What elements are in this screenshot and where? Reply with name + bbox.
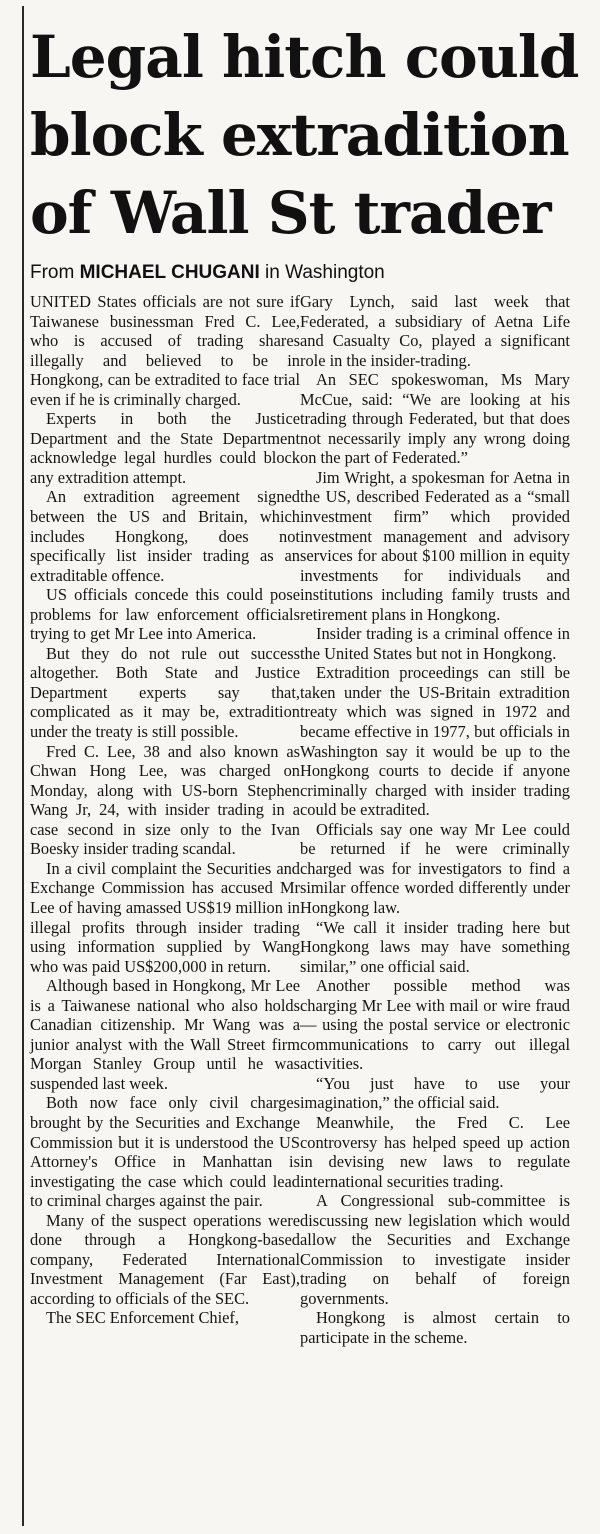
paragraph: Fred C. Lee, 38 and also known as Chwan Hong Lee, was charged on Monday, along with US-born Stephen Wang Jr, 24, with insider trading in a case second in size only to the Ivan Boesky insider trading scandal. <box>30 741 300 859</box>
paragraph: Jim Wright, a spokesman for Aetna in the US, described Federated as a “small investment firm” which provided investment management and advisory services for about $100 million in equity investments for individuals and institutions including family trusts and retirement plans in Hongkong. <box>300 467 570 624</box>
paragraph: Gary Lynch, said last week that Federated, a subsidiary of Aetna Life and Casualty Co, played a significant role in the insider-trading. <box>300 292 570 370</box>
paragraph: Although based in Hongkong, Mr Lee is a Taiwanese national who also holds Canadian citizenship. Mr Wang was a junior analyst with the Wall Street firm Morgan Stanley Group until he was suspended last week. <box>30 976 300 1093</box>
article-column-right <box>300 292 570 1348</box>
paragraph: Insider trading is a criminal offence in the United States but not in Hongkong. <box>300 624 570 663</box>
headline <box>30 18 590 252</box>
paragraph: Officials say one way Mr Lee could be returned if he were criminally charged was for investigators to find a similar offence worded differently under Hongkong law. <box>300 819 570 917</box>
paragraph: Another possible method was charging Mr Lee with mail or wire fraud — using the postal service or electronic communications to carry out illegal activities. <box>300 976 570 1074</box>
paragraph: “We call it insider trading here but Hongkong laws may have something similar,” one official said. <box>300 917 570 976</box>
paragraph: UNITED States officials are not sure if Taiwanese businessman Fred C. Lee, who is accused of trading shares illegally and believed to be in Hongkong, can be extradited to face trial even if he is criminally charged. <box>30 292 300 409</box>
headline-line-2: block extradition <box>30 101 569 169</box>
byline-author: MICHAEL CHUGANI <box>79 262 260 283</box>
paragraph: But they do not rule out success altogether. Both State and Justice Department experts say that, complicated as it may be, extradition under the treaty is still possible. <box>30 643 300 742</box>
paragraph: Hongkong is almost certain to participate in the scheme. <box>300 1308 570 1347</box>
paragraph: Many of the suspect operations were done through a Hongkong-based company, Federated International Investment Management (Far East), according to officials of the SEC. <box>30 1210 300 1308</box>
paragraph: An SEC spokeswoman, Ms Mary McCue, said: “We are looking at his trading through Federated, but that does not necessarily imply any wrong doing on the part of Federated.” <box>300 370 570 468</box>
paragraph: Extradition proceedings can still be taken under the US-Britain extradition treaty which was signed in 1972 and became effective in 1977, but officials in Washington say it would be up to the Hongkong courts to decide if anyone criminally charged with insider trading could be extradited. <box>300 663 570 820</box>
paragraph: In a civil complaint the Securities and Exchange Commission has accused Mr Lee of having amassed US$19 million in illegal profits through insider trading using information supplied by Wang who was paid US$200,000 in return. <box>30 858 300 976</box>
paragraph: US officials concede this could pose problems for law enforcement officials trying to get Mr Lee into America. <box>30 585 300 644</box>
headline-line-1: Legal hitch could <box>30 23 579 91</box>
paragraph: Meanwhile, the Fred C. Lee controversy has helped speed up action in devising new laws to regulate international securities trading. <box>300 1112 570 1191</box>
paragraph: The SEC Enforcement Chief, <box>46 1308 239 1328</box>
paragraph: Both now face only civil charges brought by the Securities and Exchange Commission but it is understood the US Attorney's Office in Manhattan is investigating the case which could lead to criminal charges against the pair. <box>30 1093 300 1211</box>
paragraph: “You just have to use your imagination,” the official said. <box>300 1073 570 1113</box>
byline-prefix: From <box>30 262 75 283</box>
byline <box>30 260 590 286</box>
paragraph: An extradition agreement signed between the US and Britain, which includes Hongkong, does not specifically list insider trading as an extraditable offence. <box>30 487 300 585</box>
column-rule <box>22 6 24 1526</box>
headline-line-3: of Wall St trader <box>30 179 551 247</box>
byline-suffix: in Washington <box>265 262 385 283</box>
article-column-left <box>30 292 300 1328</box>
paragraph: A Congressional sub-committee is discussing new legislation which would allow the Securities and Exchange Commission to investigate insider trading on behalf of foreign governments. <box>300 1191 570 1308</box>
paragraph: Experts in both the Justice Department and the State Department acknowledge legal hurdles could block any extradition attempt. <box>30 409 300 487</box>
